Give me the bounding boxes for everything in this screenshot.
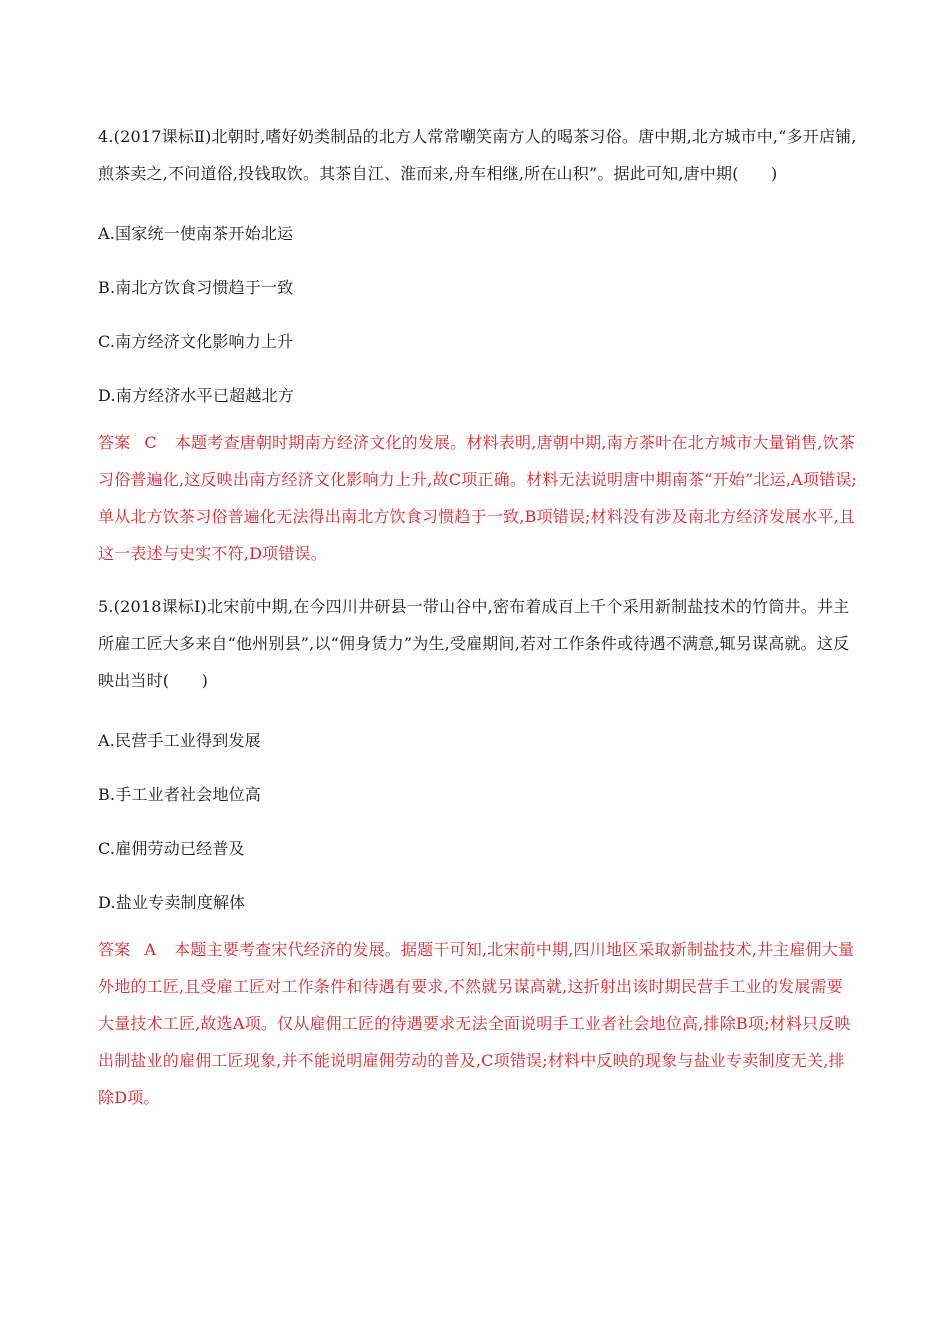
question-4 [98,118,858,572]
option-d: D.盐业专卖制度解体 [98,893,246,912]
option-c: C.雇佣劳动已经普及 [98,839,245,858]
document-page [98,118,858,1116]
explanation-text: 本题考查唐朝时期南方经济文化的发展。材料表明,唐朝中期,南方茶叶在北方城市大量销售,饮茶习俗普遍化,这反映出南方经济文化影响力上升,故C项正确。材料无法说明唐中期南茶“开始”北运,A项错误;单从北方饮茶习俗普遍化无法得出南北方饮食习惯趋于一致,B项错误;材料没有涉及南北方经济发展水平,且这一表述与史实不符,D项错误。 [98,433,858,563]
question-5 [98,588,858,1116]
option-c: C.南方经济文化影响力上升 [98,332,294,351]
answer-letter: C [144,433,157,452]
option-b: B.手工业者社会地位高 [98,785,262,804]
option-a: A.民营手工业得到发展 [98,731,261,750]
answer-letter: A [144,940,157,959]
option-b: B.南北方饮食习惯趋于一致 [98,278,294,297]
answer-explanation [98,424,858,572]
answer-explanation [98,931,858,1116]
answer-label: 答案 [98,433,131,452]
answer-label: 答案 [98,940,131,959]
question-stem: 5.(2018课标Ⅰ)北宋前中期,在今四川井研县一带山谷中,密布着成百上千个采用新制盐技术的竹筒井。井主所雇工匠大多来自“他州别县”,以“佣身赁力”为生,受雇期间,若对工作条件或待遇不满意,辄另谋高就。这反映出当时( ) [98,597,850,690]
option-a: A.国家统一使南茶开始北运 [98,224,294,243]
question-stem: 4.(2017课标Ⅱ)北朝时,嗜好奶类制品的北方人常常嘲笑南方人的喝茶习俗。唐中期,北方城市中,“多开店铺,煎茶卖之,不问道俗,投钱取饮。其茶自江、淮而来,舟车相继,所在山积”。据此可知,唐中期( ) [98,127,857,183]
explanation-text: 本题主要考查宋代经济的发展。据题干可知,北宋前中期,四川地区采取新制盐技术,井主雇佣大量外地的工匠,且受雇工匠对工作条件和待遇有要求,不然就另谋高就,这折射出该时期民营手工业的发展需要大量技术工匠,故选A项。仅从雇佣工匠的待遇要求无法全面说明手工业者社会地位高,排除B项;材料只反映出制盐业的雇佣工匠现象,并不能说明雇佣劳动的普及,C项错误;材料中反映的现象与盐业专卖制度无关,排除D项。 [98,940,855,1107]
option-d: D.南方经济水平已超越北方 [98,386,294,405]
